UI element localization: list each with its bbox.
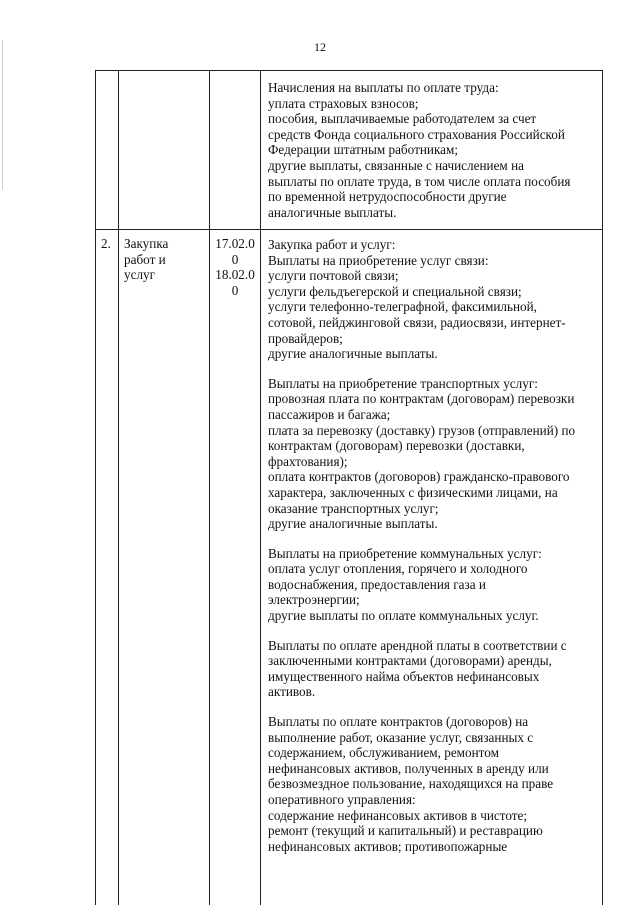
- continuation-line: выплаты по оплате труда, в том числе оплата пособия: [268, 173, 571, 189]
- description-line: провайдеров;: [268, 330, 343, 346]
- description-paragraph: [268, 376, 600, 532]
- row-codes: [213, 236, 257, 298]
- description-line: провозная плата по контрактам (договорам) перевозки: [268, 391, 575, 407]
- row-divider: [95, 229, 603, 230]
- description-line: безвозмездное пользование, находящихся на праве: [268, 776, 554, 792]
- description-line: пассажиров и багажа;: [268, 406, 391, 422]
- description-line: другие аналогичные выплаты.: [268, 516, 438, 532]
- description-line: характера, заключенных с физическими лицами, на: [268, 484, 558, 500]
- description-line: Закупка работ и услуг:: [268, 237, 396, 252]
- description-paragraph: [268, 638, 600, 700]
- description-line: содержанием, обслуживанием, ремонтом: [268, 745, 499, 761]
- row-code-line: 18.02.0: [215, 267, 255, 283]
- row-name-line: работ и: [124, 251, 166, 267]
- column-divider-name: [209, 70, 210, 905]
- description-line: другие выплаты по оплате коммунальных услуг.: [268, 608, 539, 624]
- continuation-line: Начисления на выплаты по оплате труда:: [268, 80, 499, 95]
- row-name: [124, 236, 210, 283]
- description-line: содержание нефинансовых активов в чистоте;: [268, 807, 528, 823]
- description-line: водоснабжения, предоставления газа и: [268, 576, 486, 592]
- continuation-line: Федерации штатным работникам;: [268, 142, 459, 158]
- description-line: услуги фельдъегерской и специальной связи;: [268, 283, 522, 299]
- continuation-line: по временной нетрудоспособности другие: [268, 189, 507, 205]
- table-border-right: [602, 70, 603, 905]
- page-number: 12: [314, 40, 326, 54]
- column-divider-number: [118, 70, 119, 905]
- continuation-line: средств Фонда социального страхования Российской: [268, 126, 565, 142]
- description-line: фрахтования);: [268, 453, 348, 469]
- description-line: оперативного управления:: [268, 792, 416, 807]
- description-line: имущественного найма объектов нефинансовых: [268, 668, 540, 684]
- row-number: 2.: [101, 236, 111, 251]
- scan-edge-mark: [2, 40, 3, 190]
- continuation-line: другие выплаты, связанные с начислением на: [268, 157, 524, 173]
- description-line: Выплаты на приобретение транспортных услуг:: [268, 375, 538, 391]
- table-top-border: [95, 70, 603, 71]
- row-code-line: 0: [231, 282, 239, 298]
- description-line: ремонт (текущий и капитальный) и реставрацию: [268, 823, 543, 839]
- row-name-line: Закупка: [124, 236, 169, 251]
- description-line: нефинансовых активов, полученных в аренду или: [268, 760, 549, 776]
- description-line: плата за перевозку (доставку) грузов (отправлений) по: [268, 422, 576, 438]
- description-line: Выплаты по оплате арендной платы в соответствии с: [268, 637, 567, 653]
- row-code-line: 0: [231, 251, 239, 267]
- table-border-left: [95, 70, 96, 905]
- description-line: оплата услуг отопления, горячего и холодного: [268, 561, 528, 577]
- description-line: Выплаты по оплате контрактов (договоров) на: [268, 714, 529, 730]
- description-line: оказание транспортных услуг;: [268, 500, 439, 516]
- description-line: заключенными контрактами (договорами) аренды,: [268, 653, 552, 669]
- description-paragraph: [268, 714, 600, 854]
- row-code-line: 17.02.0: [215, 236, 255, 251]
- description-line: активов.: [268, 684, 316, 700]
- description-line: Выплаты на приобретение коммунальных услуг:: [268, 545, 542, 561]
- description-line: Выплаты на приобретение услуг связи:: [268, 252, 489, 268]
- description-line: оплата контрактов (договоров) гражданско-правового: [268, 469, 570, 485]
- continuation-line: пособия, выплачиваемые работодателем за счет: [268, 111, 537, 127]
- continuation-cell: [268, 80, 600, 220]
- description-line: выполнение работ, оказание услуг, связанных с: [268, 729, 534, 745]
- description-line: нефинансовых активов; противопожарные: [268, 838, 508, 854]
- row-description: [268, 237, 600, 868]
- description-line: сотовой, пейджинговой связи, радиосвязи, интернет-: [268, 314, 566, 330]
- column-divider-codes: [260, 70, 261, 905]
- continuation-text: [268, 80, 600, 220]
- row-name-line: услуг: [124, 267, 156, 283]
- description-line: электроэнергии;: [268, 592, 360, 608]
- description-line: другие аналогичные выплаты.: [268, 346, 438, 362]
- description-line: услуги почтовой связи;: [268, 268, 399, 284]
- description-line: контрактам (договорам) перевозки (доставки,: [268, 438, 525, 454]
- description-line: услуги телефонно-телеграфной, факсимильной,: [268, 299, 537, 315]
- continuation-line: аналогичные выплаты.: [268, 204, 397, 220]
- description-paragraph: [268, 546, 600, 624]
- description-paragraph: [268, 237, 600, 362]
- continuation-line: уплата страховых взносов;: [268, 95, 419, 111]
